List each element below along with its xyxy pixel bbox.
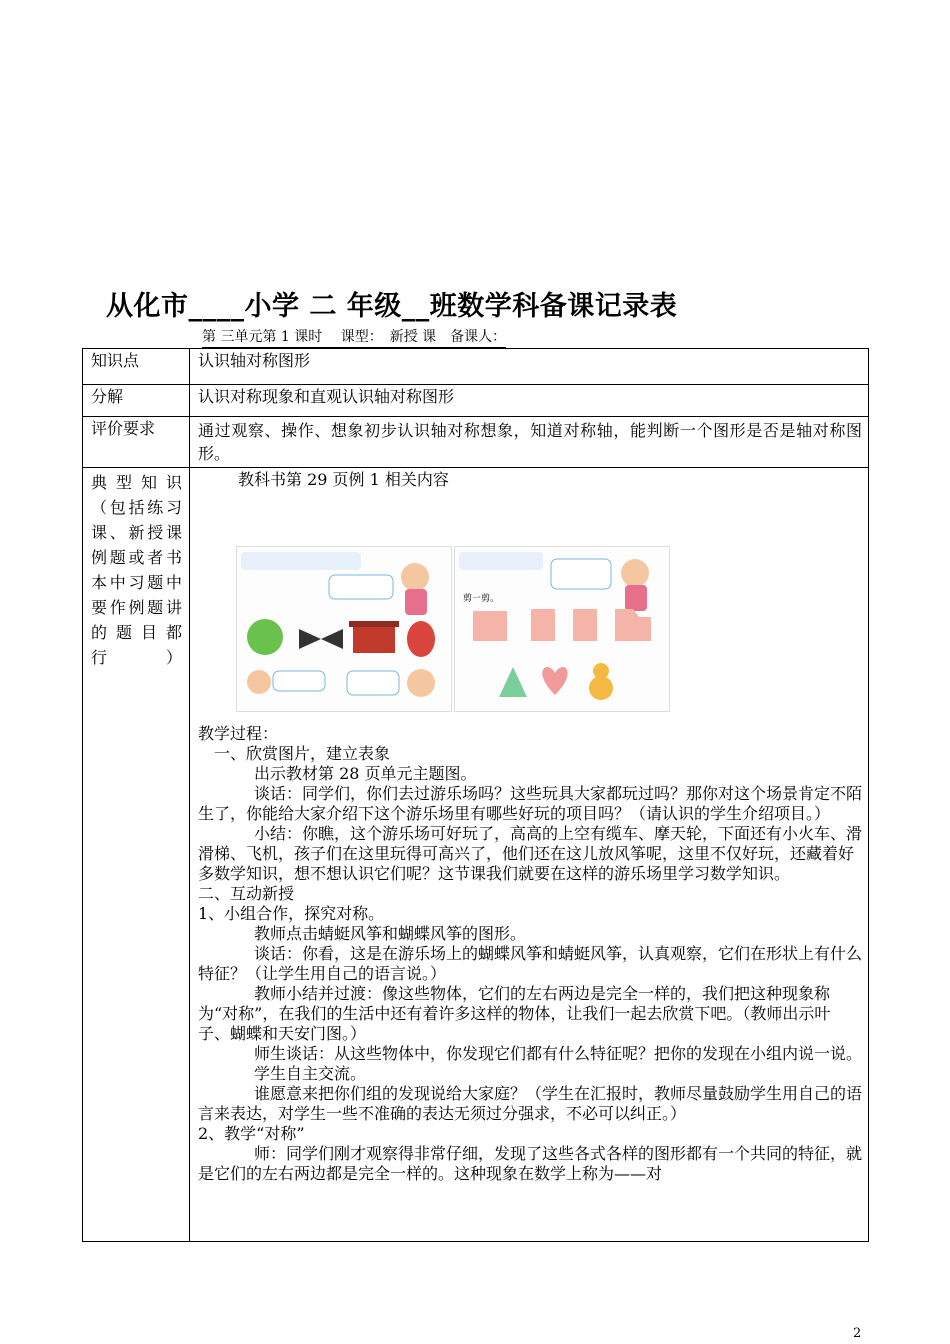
tiananmen-icon <box>353 625 395 653</box>
teaching-process <box>198 724 862 1184</box>
table-row <box>83 417 869 468</box>
heart-icon <box>542 667 567 695</box>
lesson-info: 第 三单元第 1 课时 课型： 新授 课 备课人： <box>202 326 506 348</box>
review-slide-illustration <box>237 547 451 711</box>
process-paragraph: 2、教学“对称” <box>198 1124 305 1143</box>
process-paragraph: 谁愿意来把你们组的发现说给大家庭？（学生在汇报时，教师尽量鼓励学生用自己的语言来表达，对学生一些不准确的表达无须过分强求，不必可以纠正。） <box>198 1084 863 1123</box>
slide-image-review <box>236 546 452 712</box>
process-paragraph: 师生谈话：从这些物体中，你发现它们都有什么特征呢？把你的发现在小组内说一说。 <box>254 1044 863 1063</box>
process-paragraph: 谈话：你看，这是在游乐场上的蝴蝶风筝和蜻蜓风筝，认真观察，它们在形状上有什么特征？（让学生用自己的语言说。） <box>198 944 863 983</box>
typical-content <box>190 468 869 1242</box>
table-row <box>83 385 869 417</box>
process-paragraph: 二、互动新授 <box>198 884 295 903</box>
tree-icon <box>499 667 527 697</box>
process-paragraph: 教学过程： <box>198 724 279 743</box>
table-row <box>83 349 869 385</box>
lesson-record-table <box>82 348 869 1242</box>
explore-slide-illustration <box>455 547 669 711</box>
page-number: 2 <box>853 1326 862 1341</box>
process-paragraph: 谈话：同学们，你们去过游乐场吗？这些玩具大家都玩过吗？那你对这个场景肯定不陌生了，你能给大家介绍下这个游乐场里有哪些好玩的项目吗？（请认识的学生介绍项目。） <box>198 784 863 823</box>
process-paragraph: 小结：你瞧，这个游乐场可好玩了，高高的上空有缆车、摩天轮，下面还有小火车、滑滑梯、飞机，孩子们在这里玩得可高兴了，他们还在这儿放风筝呢，这里不仅好玩，还藏着好多数学知识，想不想认识它们呢？这节课我们就要在这样的游乐场里学习数学知识。 <box>198 824 863 883</box>
page-title: 从化市____小学 二 年级__班数学科备课记录表 <box>106 291 678 322</box>
process-paragraph: 师：同学们刚才观察得非常仔细，发现了这些各式各样的图形都有一个共同的特征，就是它们的左右两边都是完全一样的。这种现象在数学上称为——对 <box>198 1144 863 1183</box>
row-label: 评价要求 <box>83 417 190 468</box>
paper-icon <box>473 611 507 641</box>
process-paragraph: 1、小组合作，探究对称。 <box>198 904 385 923</box>
frog-icon <box>247 619 283 655</box>
row-label: 分解 <box>83 385 190 417</box>
table-row <box>83 468 869 1242</box>
process-paragraph: 教师小结并过渡：像这些物体，它们的左右两边是完全一样的，我们把这种现象称为“对称”，在我们的生活中还有着许多这样的物体，让我们一起去欣赏下吧。（教师出示叶子、蝴蝶和天安门图。） <box>198 984 831 1043</box>
process-paragraph: 教师点击蜻蜓风筝和蝴蝶风筝的图形。 <box>254 924 527 943</box>
row-content: 通过观察、操作、想象初步认识轴对称想象，知道对称轴，能判断一个图形是否是轴对称图形。 <box>190 417 869 468</box>
intro-text: 教科书第 29 页例 1 相关内容 <box>238 470 449 489</box>
row-label: 典型知识（包括练习课、新授课例题或者书本中习题中要作例题讲的题目都行） <box>83 468 190 1242</box>
mask-icon <box>407 621 435 657</box>
slide-caption: 剪一剪。 <box>463 594 500 604</box>
slide-images <box>198 494 862 724</box>
row-content: 认识轴对称图形 <box>190 349 869 385</box>
cut-shape-icon <box>615 609 651 641</box>
process-paragraph: 一、欣赏图片，建立表象 <box>214 744 391 763</box>
row-label: 知识点 <box>83 349 190 385</box>
process-paragraph: 学生自主交流。 <box>254 1064 367 1083</box>
butterfly-icon <box>299 629 321 649</box>
process-paragraph: 出示教材第 28 页单元主题图。 <box>254 764 477 783</box>
slide-image-explore <box>454 546 670 712</box>
row-content: 认识对称现象和直观认识轴对称图形 <box>190 385 869 417</box>
